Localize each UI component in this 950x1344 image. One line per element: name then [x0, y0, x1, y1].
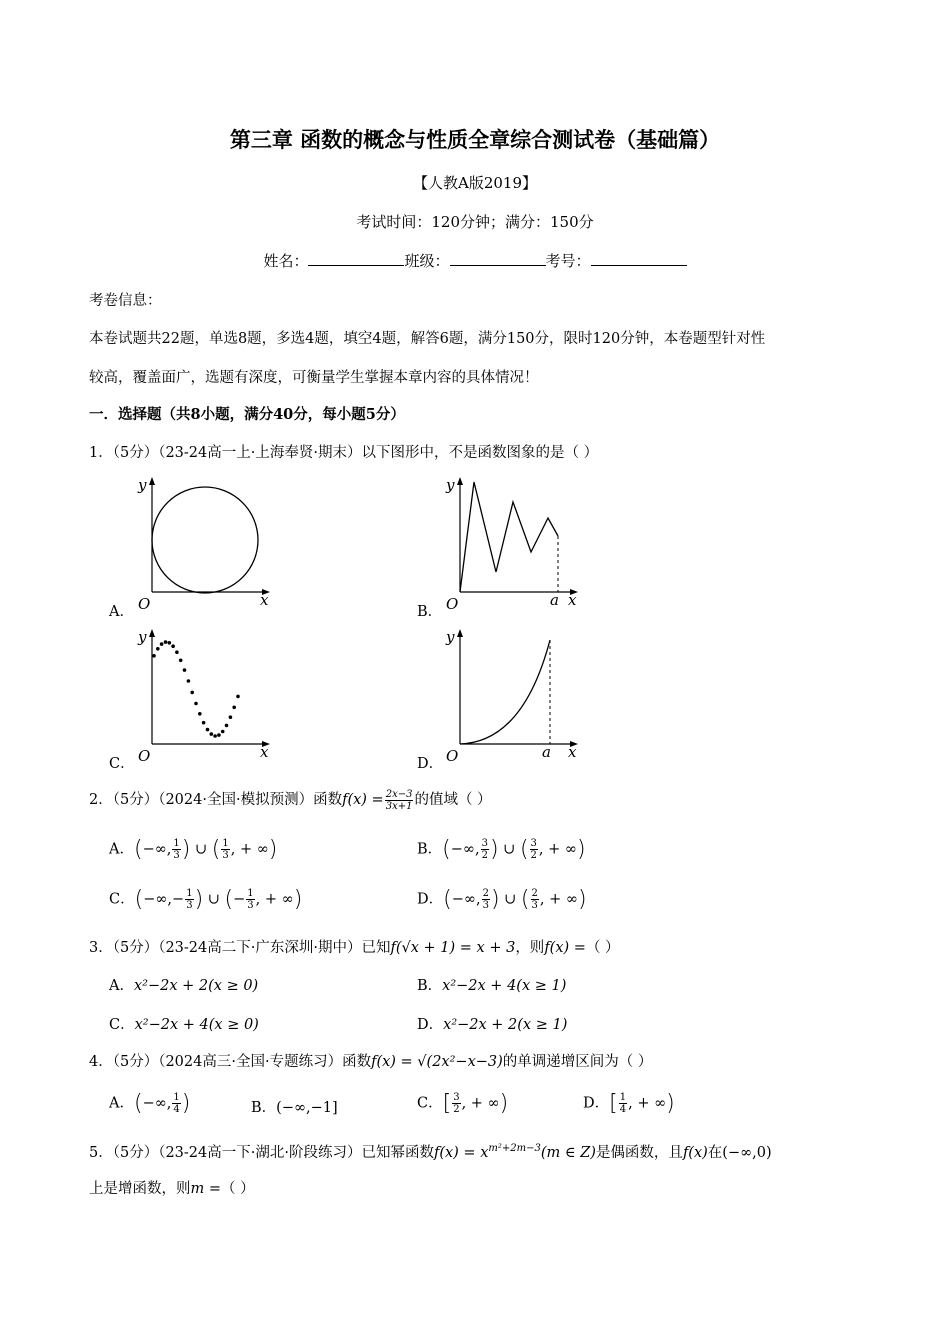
q3-option-b[interactable]: [417, 974, 566, 995]
wave-dot: [202, 721, 206, 725]
q3-stem: [89, 936, 620, 957]
page-title: 第三章 函数的概念与性质全章综合测试卷（基础篇）: [229, 127, 721, 152]
wave-dot: [190, 691, 194, 695]
q2-function: f(x) =: [342, 792, 384, 808]
q3-d-expr: x²−2x + 2(x ≥ 1): [443, 1017, 568, 1033]
q2-b-d1: 2: [481, 850, 488, 861]
q2-b-n1: 3: [481, 838, 488, 849]
q4-a-d: 4: [173, 1104, 180, 1115]
q4-d-label: D．: [583, 1095, 610, 1112]
q4-tail: 的单调递增区间为（ ）: [502, 1054, 653, 1070]
q2-c-d1: 3: [186, 900, 193, 911]
q4-option-b[interactable]: [251, 1096, 338, 1117]
q4-stem-text: 4．（5分）（2024高三·全国·专题练习）函数: [89, 1054, 372, 1070]
graph-b-origin-label: O: [446, 595, 459, 613]
name-blank[interactable]: [308, 251, 404, 266]
q2-a-label: A．: [109, 841, 134, 858]
q5-tail: （ ）: [221, 1181, 255, 1197]
q3-mid: ，则: [515, 940, 545, 956]
graph-a-x-label: x: [260, 591, 269, 609]
graph-d-x-label: x: [568, 743, 577, 761]
graph-a-circle: [130, 474, 270, 614]
graph-b-y-label: y: [446, 476, 455, 494]
q4-option-a[interactable]: A．(−∞, $\frac{1}{4}$ ): [109, 1091, 191, 1116]
q2-d-part1: −∞,: [451, 891, 481, 908]
wave-dot: [156, 647, 160, 651]
q2-a-union: ∪: [195, 841, 208, 858]
wave-dot: [179, 659, 183, 663]
q2-c-n1: 1: [186, 888, 193, 899]
q4-option-c[interactable]: C．[ $\frac{3}{2}$ , + ∞): [417, 1091, 509, 1116]
wave-dot: [229, 715, 233, 719]
q3-option-c[interactable]: [109, 1013, 259, 1034]
q4-stem: [89, 1050, 652, 1071]
class-blank[interactable]: [450, 251, 546, 266]
exam-time: 考试时间：120分钟；满分：150分: [356, 213, 594, 231]
q2-c-n2: 1: [247, 888, 254, 899]
q2-b-n2: 3: [530, 838, 537, 849]
wave-dot: [183, 668, 187, 672]
edition-label: 【人教A版2019】: [412, 174, 537, 192]
graph-a-y-label: y: [138, 476, 147, 494]
q2-a-d2: 3: [222, 850, 229, 861]
wave-dot: [175, 650, 179, 654]
q2-a-part1: −∞,: [142, 841, 172, 858]
q2-option-b[interactable]: B．(−∞, $\frac{3}{2}$ ) ∪ ( $\frac{3}{2}$ , + ∞): [417, 837, 586, 862]
q2-numerator: 2x−3: [385, 788, 413, 800]
graph-b-a-label: a: [550, 591, 559, 609]
q5-ask: m =: [190, 1181, 222, 1197]
graph-d-parabola: [438, 626, 578, 766]
q5-line2-text: 上是增函数，则: [89, 1181, 191, 1197]
q5-stem-text: 5．（5分）（23-24高一下·湖北·阶段练习）已知幂函数: [89, 1145, 434, 1161]
graph-b-x-label: x: [568, 591, 577, 609]
q5-mid: 是偶函数，且: [595, 1145, 683, 1161]
q3-tail: （ ）: [585, 940, 620, 956]
name-label: 姓名：: [263, 252, 309, 270]
q2-d-tail: , + ∞: [539, 891, 578, 908]
q3-a-label: A．: [109, 978, 134, 994]
wave-dot: [225, 724, 229, 728]
q1-option-d-label: D．: [417, 756, 444, 772]
wave-dot: [160, 642, 164, 646]
q2-a-d1: 3: [173, 850, 180, 861]
q4-d-n: 1: [619, 1092, 627, 1103]
graph-b-zigzag: [438, 474, 578, 614]
q4-b-expr: (−∞,−1]: [276, 1100, 338, 1116]
q2-option-c[interactable]: C．(−∞,− $\frac{1}{3}$ ) ∪ (− $\frac{1}{3}$ , + ∞): [109, 887, 303, 912]
graph-d-a-label: a: [542, 743, 551, 761]
q4-b-label: B．: [251, 1100, 277, 1116]
q2-stem-tail: 的值域（ ）: [414, 792, 492, 808]
q5-function: f(x) = x: [433, 1145, 489, 1161]
q5-condition: (m ∈ Z): [540, 1145, 596, 1161]
q4-c-label: C．: [417, 1095, 443, 1112]
q3-option-a[interactable]: [109, 974, 258, 995]
class-label: 班级：: [404, 252, 450, 270]
q1-option-b-label: B．: [417, 604, 443, 620]
q3-b-label: B．: [417, 978, 443, 994]
q2-d-union: ∪: [504, 891, 517, 908]
wave-dot: [164, 640, 168, 644]
q2-a-tail: , + ∞: [230, 841, 269, 858]
q2-option-d[interactable]: D．(−∞, $\frac{2}{3}$ ) ∪ ( $\frac{2}{3}$ , + ∞): [417, 887, 587, 912]
q4-c-d: 2: [453, 1104, 460, 1115]
q2-fraction: [385, 789, 414, 812]
info-line-1: 本卷试题共22题，单选8题，多选4题，填空4题，解答6题，满分150分，限时120分钟，本卷题型针对性: [89, 331, 766, 347]
q3-b-expr: x²−2x + 4(x ≥ 1): [442, 978, 567, 994]
graph-c-dotted-wave: [130, 626, 270, 766]
q1-option-c-label: C．: [109, 756, 135, 772]
q2-d-d2: 3: [531, 900, 538, 911]
wave-dot: [236, 695, 240, 699]
q2-b-label: B．: [417, 841, 443, 858]
wave-dot: [168, 641, 172, 645]
q3-c-label: C．: [109, 1017, 135, 1033]
q4-c-tail: , + ∞: [461, 1095, 500, 1112]
q2-b-d2: 2: [530, 850, 537, 861]
number-blank[interactable]: [591, 251, 687, 266]
graph-c-origin-label: O: [138, 747, 151, 765]
wave-dot: [206, 728, 210, 732]
q5-exponent: m²+2m−3: [488, 1143, 541, 1155]
q5-function-2: f(x): [682, 1145, 708, 1161]
q2-c-d2: 3: [247, 900, 254, 911]
q2-d-n1: 2: [482, 888, 489, 899]
info-line-2: 较高，覆盖面广，选题有深度，可衡量学生掌握本章内容的具体情况！: [89, 370, 539, 386]
wave-dot: [187, 679, 191, 683]
q4-d-tail: , + ∞: [628, 1095, 667, 1112]
q3-stem-text: 3．（5分）（23-24高二下·广东深圳·期中）已知: [89, 940, 391, 956]
q5-line-2: [89, 1177, 255, 1198]
q4-c-n: 3: [453, 1092, 460, 1103]
q2-c-part2: −: [233, 891, 246, 908]
q4-a-n: 1: [173, 1092, 180, 1103]
q2-c-part1: −∞,−: [143, 891, 185, 908]
wave-dot: [210, 732, 214, 736]
number-label: 考号：: [545, 252, 591, 270]
q3-d-label: D．: [417, 1017, 444, 1033]
q4-a-part: −∞,: [142, 1095, 172, 1112]
q3-ask: f(x) =: [544, 940, 586, 956]
q3-condition: f(√x + 1) = x + 3: [390, 940, 516, 956]
q5-stem: [89, 1141, 772, 1162]
q2-d-d1: 3: [482, 900, 489, 911]
q5-interval: (−∞,0): [722, 1145, 772, 1161]
wave-dot: [232, 706, 236, 710]
wave-dot: [198, 712, 202, 716]
wave-dot: [213, 734, 217, 738]
q2-c-union: ∪: [207, 891, 220, 908]
q2-option-a[interactable]: A．(−∞, $\frac{1}{3}$ ) ∪ ( $\frac{1}{3}$ , + ∞): [109, 837, 278, 862]
section-title: 一．选择题（共8小题，满分40分，每小题5分）: [89, 406, 405, 423]
q3-a-expr: x²−2x + 2(x ≥ 0): [133, 978, 259, 994]
wave-dot: [194, 702, 198, 706]
graph-c-y-label: y: [138, 628, 147, 646]
graph-c-x-label: x: [260, 743, 269, 761]
q2-b-union: ∪: [503, 841, 516, 858]
q2-d-n2: 2: [531, 888, 538, 899]
q2-a-n2: 1: [222, 838, 229, 849]
student-info-line: [0, 250, 950, 271]
graph-c-dots: [152, 640, 240, 738]
q3-c-expr: x²−2x + 4(x ≥ 0): [134, 1017, 259, 1033]
q2-stem: [89, 788, 492, 812]
q2-c-tail: , + ∞: [255, 891, 294, 908]
q2-b-tail: , + ∞: [538, 841, 577, 858]
graph-a-origin-label: O: [138, 595, 151, 613]
q4-d-d: 4: [619, 1104, 627, 1115]
wave-dot: [171, 644, 175, 648]
q4-function: f(x) = √(2x²−x−3): [371, 1054, 503, 1070]
wave-dot: [221, 730, 225, 734]
q2-d-label: D．: [417, 891, 444, 908]
q2-b-part1: −∞,: [450, 841, 480, 858]
q2-denominator: 3x+1: [385, 800, 413, 812]
graph-d-y-label: y: [446, 628, 455, 646]
info-label: 考卷信息：: [89, 293, 162, 309]
q2-stem-text: 2．（5分）（2024·全国·模拟预测）函数: [89, 792, 343, 808]
q5-in: 在: [707, 1145, 723, 1161]
wave-dot: [152, 654, 156, 658]
q1-stem: 1．（5分）（23-24高一上·上海奉贤·期末）以下图形中，不是函数图象的是（ ）: [89, 445, 599, 461]
q3-option-d[interactable]: [417, 1013, 567, 1034]
graph-d-origin-label: O: [446, 747, 459, 765]
q2-c-label: C．: [109, 891, 135, 908]
q1-option-a-label: A．: [109, 604, 134, 620]
q4-a-label: A．: [109, 1095, 134, 1112]
q4-option-d[interactable]: D．[ $\frac{1}{4}$ , + ∞): [583, 1091, 675, 1116]
wave-dot: [217, 733, 221, 737]
q2-a-n1: 1: [173, 838, 180, 849]
